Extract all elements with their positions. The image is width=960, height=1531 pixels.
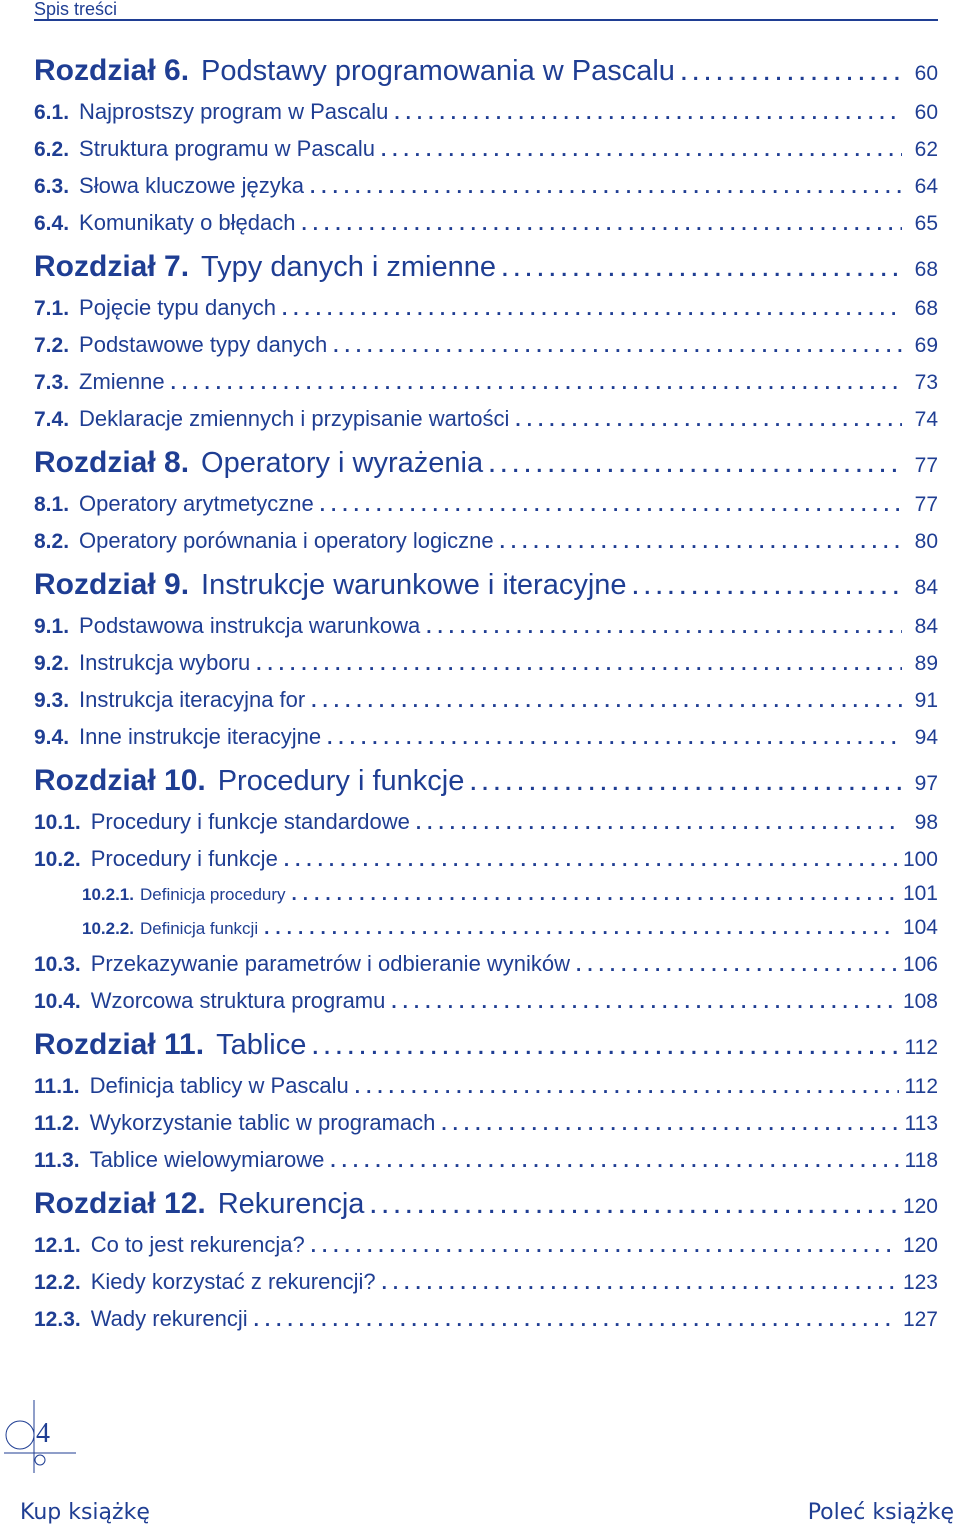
- dot-leader: [502, 248, 902, 292]
- toc-entry-number: 7.1.: [34, 297, 70, 320]
- toc-section-row[interactable]: [34, 945, 938, 982]
- toc-entry-title: Podstawowe typy danych: [79, 332, 328, 357]
- header-label: Spis treści: [34, 0, 118, 19]
- toc-entry-number: 12.1.: [34, 1234, 81, 1257]
- toc-entry-title: Komunikaty o błędach: [79, 210, 296, 235]
- toc-entry-title: Wykorzystanie tablic w programach: [89, 1110, 436, 1135]
- toc-entry-number: 9.3.: [34, 689, 70, 712]
- dot-leader: [310, 169, 902, 206]
- recommend-book-link[interactable]: Poleć książkę: [807, 1500, 954, 1525]
- toc-entry-title: Wady rekurencji: [90, 1306, 248, 1331]
- toc-section-row[interactable]: [34, 1104, 938, 1141]
- dot-leader: [441, 1106, 898, 1143]
- toc-entry-number: Rozdział 9.: [34, 568, 190, 601]
- toc-entry-title: Operatory i wyrażenia: [201, 447, 484, 479]
- dot-leader: [681, 52, 902, 96]
- toc-entry-number: 11.2.: [34, 1112, 80, 1135]
- toc-entry-number: Rozdział 8.: [34, 446, 190, 479]
- toc-entry-title: Pojęcie typu danych: [79, 295, 276, 320]
- toc-section-row[interactable]: [34, 167, 938, 204]
- toc-entry-number: 10.3.: [34, 953, 81, 976]
- dot-leader: [284, 842, 897, 879]
- dot-leader: [355, 1069, 899, 1106]
- dot-leader: [282, 291, 902, 328]
- toc-page-number: 100: [902, 848, 938, 871]
- toc-entry-number: 7.2.: [34, 334, 70, 357]
- toc-page-number: 123: [902, 1271, 938, 1294]
- dot-leader: [333, 328, 902, 365]
- toc-section-row[interactable]: [34, 718, 938, 755]
- toc-entry-number: 9.4.: [34, 726, 70, 749]
- toc-entry-number: Rozdział 10.: [34, 764, 206, 797]
- dot-leader: [515, 402, 902, 439]
- toc-entry-number: 12.3.: [34, 1308, 81, 1331]
- toc-entry-number: 9.1.: [34, 615, 70, 638]
- toc-entry-title: Rekurencja: [217, 1188, 365, 1220]
- toc-section-row[interactable]: [34, 130, 938, 167]
- toc-chapter-row[interactable]: [34, 563, 938, 607]
- dot-leader: [264, 912, 897, 946]
- toc-section-row[interactable]: [34, 204, 938, 241]
- toc-entry-title: Tablice wielowymiarowe: [89, 1147, 325, 1172]
- toc-entry-number: 7.3.: [34, 371, 70, 394]
- toc-section-row[interactable]: [34, 803, 938, 840]
- dot-leader: [426, 609, 902, 646]
- dot-leader: [330, 1143, 898, 1180]
- toc-entry-number: 10.1.: [34, 811, 81, 834]
- toc-page-number: 108: [902, 990, 938, 1013]
- toc-entry-title: Procedury i funkcje: [217, 765, 465, 797]
- toc-chapter-row[interactable]: [34, 1182, 938, 1226]
- toc-entry-number: 12.2.: [34, 1271, 81, 1294]
- toc-entry-number: 7.4.: [34, 408, 70, 431]
- toc-entry-number: Rozdział 6.: [34, 54, 190, 87]
- toc-subsection-row[interactable]: [34, 911, 938, 945]
- toc-entry-number: 10.4.: [34, 990, 81, 1013]
- dot-leader: [489, 444, 902, 488]
- header-rule: [34, 19, 938, 21]
- toc-entry-number: Rozdział 7.: [34, 250, 190, 283]
- toc-entry-number: 8.1.: [34, 493, 70, 516]
- toc-entry-title: Wzorcowa struktura programu: [90, 988, 386, 1013]
- toc-section-row[interactable]: [34, 522, 938, 559]
- dot-leader: [292, 878, 897, 912]
- toc-entry-title: Definicja tablicy w Pascalu: [89, 1073, 349, 1098]
- toc-chapter-row[interactable]: [34, 441, 938, 485]
- toc-entry-title: Instrukcja iteracyjna for: [79, 687, 306, 712]
- toc-chapter-row[interactable]: [34, 759, 938, 803]
- dot-leader: [381, 132, 902, 169]
- toc-page-number: 62: [914, 138, 938, 161]
- toc-section-row[interactable]: [34, 1141, 938, 1178]
- toc-entry-title: Operatory porównania i operatory logiczne: [79, 528, 494, 553]
- toc-entry-title: Przekazywanie parametrów i odbieranie wyników: [90, 951, 571, 976]
- toc-entry-title: Procedury i funkcje standardowe: [90, 809, 410, 834]
- dot-leader: [382, 1265, 897, 1302]
- dot-leader: [254, 1302, 897, 1339]
- toc-entry-title: Instrukcje warunkowe i iteracyjne: [201, 569, 627, 601]
- dot-leader: [633, 566, 902, 610]
- toc-section-row[interactable]: [34, 681, 938, 718]
- toc-entry-number: 6.4.: [34, 212, 70, 235]
- toc-section-row[interactable]: [34, 485, 938, 522]
- running-header: [34, 0, 938, 20]
- toc-entry-title: Tablice: [216, 1029, 307, 1061]
- toc-page-number: 77: [914, 493, 938, 516]
- dot-leader: [171, 365, 902, 402]
- toc-section-row[interactable]: [34, 363, 938, 400]
- toc-page-number: 104: [902, 916, 938, 939]
- page-number: 4: [36, 1418, 50, 1449]
- toc-section-row[interactable]: [34, 644, 938, 681]
- toc-section-row[interactable]: [34, 840, 938, 877]
- toc-page-number: 89: [914, 652, 938, 675]
- toc-entry-title: Deklaracje zmiennych i przypisanie wartości: [79, 406, 510, 431]
- toc-page-number: 60: [914, 62, 938, 85]
- toc-entry-number: 6.2.: [34, 138, 70, 161]
- toc-page-number: 84: [914, 576, 938, 599]
- toc-section-row[interactable]: [34, 400, 938, 437]
- dot-leader: [470, 762, 902, 806]
- toc-entry-title: Typy danych i zmienne: [201, 251, 497, 283]
- toc-section-row[interactable]: [34, 982, 938, 1019]
- toc-section-row[interactable]: [34, 1067, 938, 1104]
- toc-entry-number: 10.2.2.: [82, 919, 134, 938]
- dot-leader: [370, 1185, 897, 1229]
- dot-leader: [391, 984, 897, 1021]
- toc-entry-title: Zmienne: [79, 369, 165, 394]
- dot-leader: [576, 947, 897, 984]
- toc-entry-number: 10.2.: [34, 848, 81, 871]
- toc-section-row[interactable]: [34, 289, 938, 326]
- toc-page-number: 91: [914, 689, 938, 712]
- toc-section-row[interactable]: [34, 93, 938, 130]
- toc-page-number: 94: [914, 726, 938, 749]
- toc-entry-title: Procedury i funkcje: [90, 846, 278, 871]
- toc-chapter-row[interactable]: [34, 49, 938, 93]
- toc-entry-title: Operatory arytmetyczne: [79, 491, 314, 516]
- toc-page-number: 106: [902, 953, 938, 976]
- toc-entry-number: 8.2.: [34, 530, 70, 553]
- toc-entry-title: Instrukcja wyboru: [79, 650, 251, 675]
- toc-entry-number: Rozdział 12.: [34, 1187, 206, 1220]
- toc-page-number: 112: [904, 1036, 938, 1059]
- toc-entry-number: 10.2.1.: [82, 885, 134, 904]
- toc-page-number: 74: [914, 408, 938, 431]
- toc-page-number: 101: [902, 882, 938, 905]
- toc-entry-title: Definicja funkcji: [140, 919, 259, 938]
- toc-page-number: 113: [904, 1112, 938, 1135]
- dot-leader: [416, 805, 902, 842]
- dot-leader: [256, 646, 902, 683]
- toc-entry-number: 6.1.: [34, 101, 70, 124]
- toc-entry-title: Inne instrukcje iteracyjne: [79, 724, 322, 749]
- dot-leader: [327, 720, 902, 757]
- dot-leader: [311, 1228, 897, 1265]
- toc-section-row[interactable]: [34, 1226, 938, 1263]
- toc-page-number: 68: [914, 297, 938, 320]
- table-of-contents: [34, 49, 938, 1337]
- toc-entry-title: Struktura programu w Pascalu: [79, 136, 375, 161]
- toc-subsection-row[interactable]: [34, 877, 938, 911]
- toc-entry-number: Rozdział 11.: [34, 1028, 205, 1061]
- toc-entry-title: Słowa kluczowe języka: [79, 173, 305, 198]
- dot-leader: [312, 1026, 898, 1070]
- dot-leader: [394, 95, 902, 132]
- toc-entry-number: 11.3.: [34, 1149, 80, 1172]
- toc-page-number: 127: [902, 1308, 938, 1331]
- toc-section-row[interactable]: [34, 326, 938, 363]
- toc-page-number: 80: [914, 530, 938, 553]
- toc-entry-number: 11.1.: [34, 1075, 80, 1098]
- toc-entry-title: Co to jest rekurencja?: [90, 1232, 305, 1257]
- toc-entry-title: Podstawy programowania w Pascalu: [201, 55, 675, 87]
- dot-leader: [302, 206, 903, 243]
- dot-leader: [320, 487, 902, 524]
- toc-page-number: 64: [914, 175, 938, 198]
- toc-page-number: 65: [914, 212, 938, 235]
- toc-page-number: 84: [914, 615, 938, 638]
- toc-page-number: 69: [914, 334, 938, 357]
- toc-page-number: 73: [914, 371, 938, 394]
- toc-entry-title: Definicja procedury: [140, 885, 286, 904]
- dot-leader: [500, 524, 902, 561]
- toc-page-number: 120: [902, 1195, 938, 1218]
- toc-page-number: 118: [904, 1149, 938, 1172]
- toc-page-number: 98: [914, 811, 938, 834]
- toc-chapter-row[interactable]: [34, 1023, 938, 1067]
- toc-page-number: 77: [914, 454, 938, 477]
- toc-entry-title: Kiedy korzystać z rekurencji?: [90, 1269, 376, 1294]
- toc-section-row[interactable]: [34, 607, 938, 644]
- toc-chapter-row[interactable]: [34, 245, 938, 289]
- toc-page-number: 60: [914, 101, 938, 124]
- toc-section-row[interactable]: [34, 1300, 938, 1337]
- buy-book-link[interactable]: Kup książkę: [20, 1500, 150, 1525]
- toc-page-number: 112: [904, 1075, 938, 1098]
- dot-leader: [311, 683, 902, 720]
- toc-entry-title: Najprostszy program w Pascalu: [79, 99, 389, 124]
- toc-entry-title: Podstawowa instrukcja warunkowa: [79, 613, 421, 638]
- toc-entry-number: 6.3.: [34, 175, 70, 198]
- toc-page-number: 68: [914, 258, 938, 281]
- toc-section-row[interactable]: [34, 1263, 938, 1300]
- toc-page-number: 97: [914, 772, 938, 795]
- toc-page-number: 120: [902, 1234, 938, 1257]
- toc-entry-number: 9.2.: [34, 652, 70, 675]
